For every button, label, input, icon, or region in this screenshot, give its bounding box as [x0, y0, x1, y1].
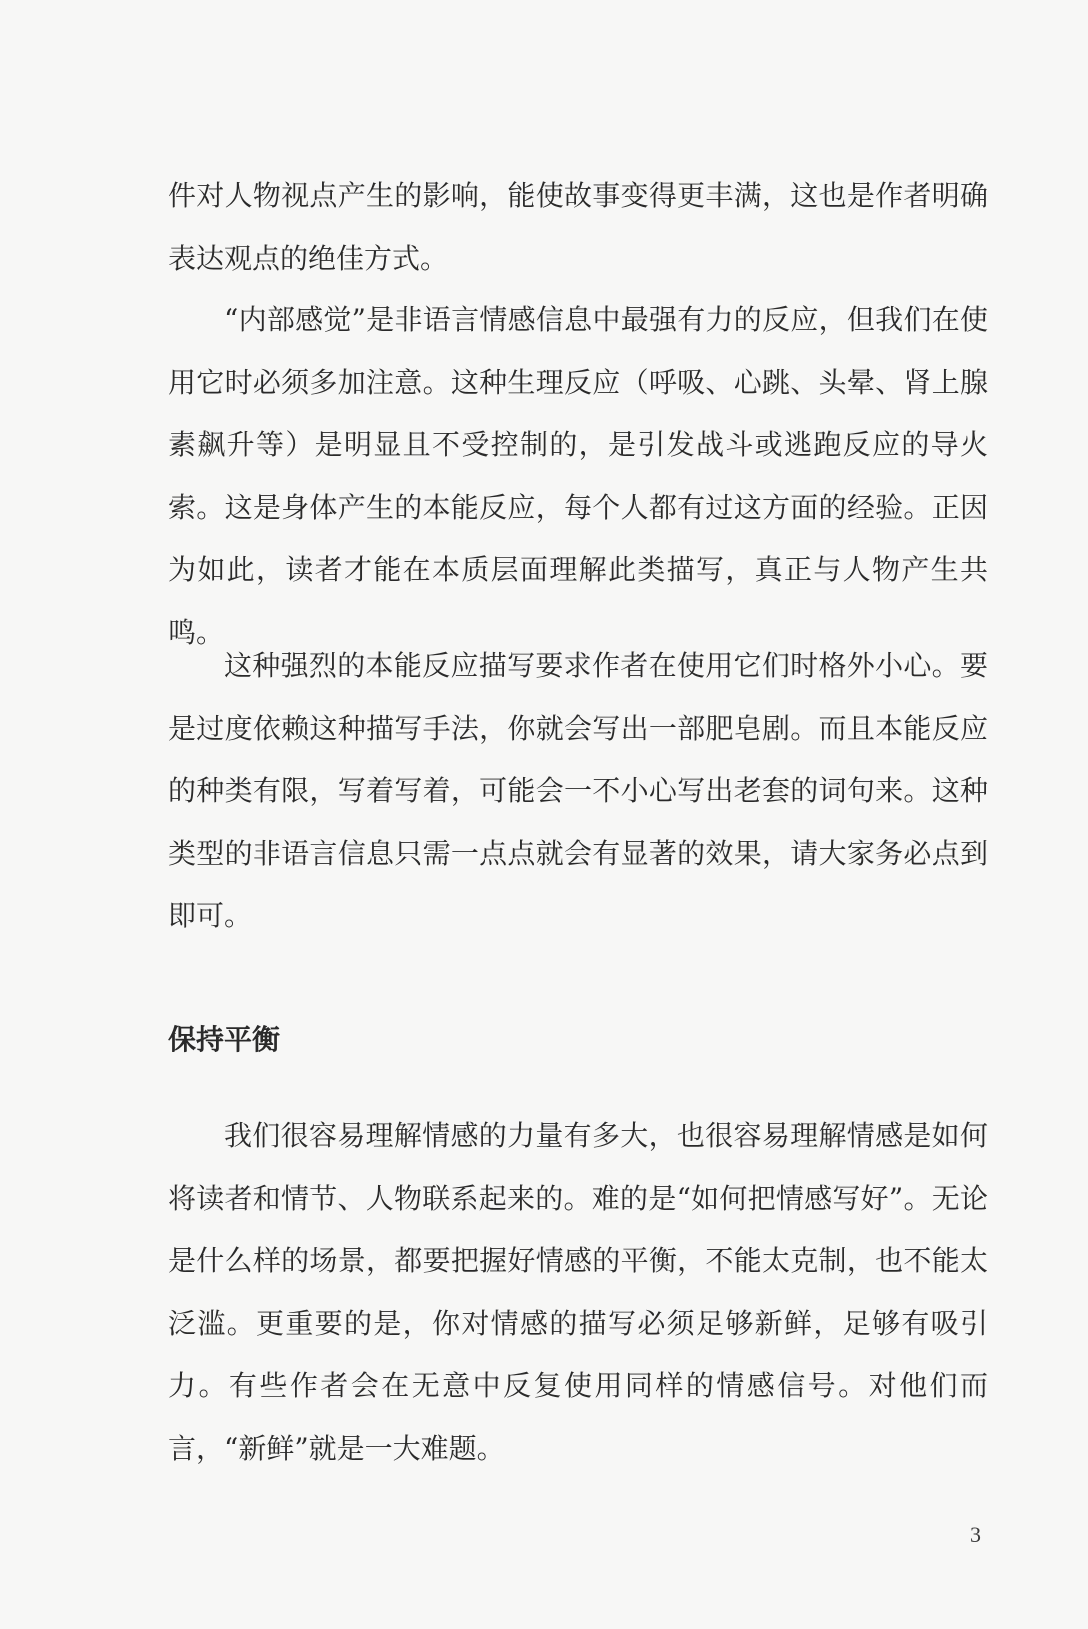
paragraph-caution: 这种强烈的本能反应描写要求作者在使用它们时格外小心。要是过度依赖这种描写手法，你就会写出一部肥皂剧。而且本能反应的种类有限，写着写着，可能会一不小心写出老套的词句来。这种类型的非语言信息只需一点点就会有显著的效果，请大家务必点到即可。	[168, 649, 988, 932]
page-number: 3	[970, 1522, 981, 1547]
paragraph-internal-sensation: “内部感觉”是非语言情感信息中最强有力的反应，但我们在使用它时必须多加注意。这种生理反应（呼吸、心跳、头晕、肾上腺素飙升等）是明显且不受控制的，是引发战斗或逃跑反应的导火索。这是身体产生的本能反应，每个人都有过这方面的经验。正因为如此，读者才能在本质层面理解此类描写，真正与人物产生共鸣。	[168, 303, 988, 649]
paragraph-continued: 件对人物视点产生的影响，能使故事变得更丰满，这也是作者明确表达观点的绝佳方式。	[168, 179, 988, 275]
section-heading: 保持平衡	[168, 1023, 281, 1056]
paragraph-balance: 我们很容易理解情感的力量有多大，也很容易理解情感是如何将读者和情节、人物联系起来的。难的是“如何把情感写好”。无论是什么样的场景，都要把握好情感的平衡，不能太克制，也不能太泛滥。更重要的是，你对情感的描写必须足够新鲜，足够有吸引力。有些作者会在无意中反复使用同样的情感信号。对他们而言，“新鲜”就是一大难题。	[168, 1119, 988, 1465]
